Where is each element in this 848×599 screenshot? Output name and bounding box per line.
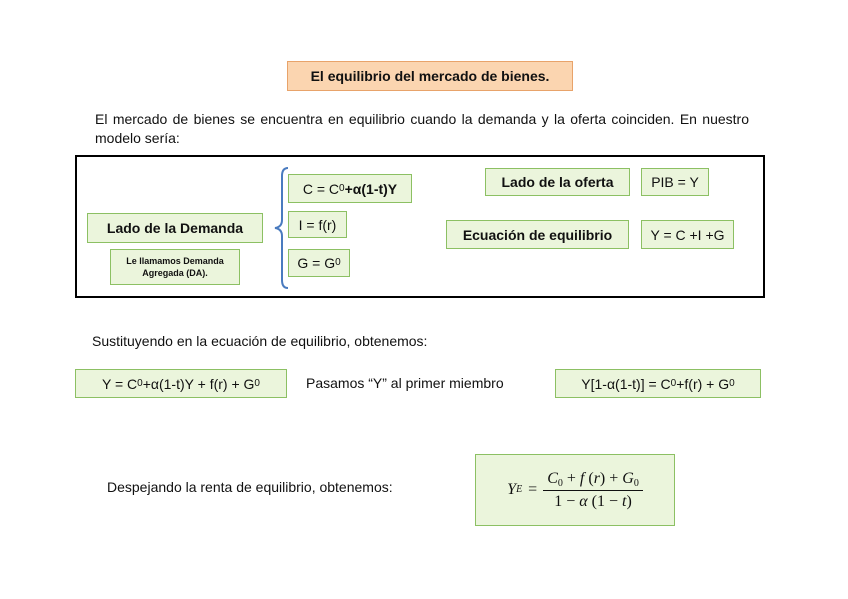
equilibrium-income-formula: Y E = $\frac{C_0 + f (r) + G_0}{1 - \alpha (1 - t)}$ [475,454,675,526]
government-equation: G = G 0 [288,249,350,277]
consumption-equation: C = C 0 +α(1-t)Y [288,174,412,203]
formula-denominator: 1 − α (1 − t) [554,492,632,510]
demand-note: Le llamamos Demanda Agregada (DA). [110,249,240,285]
rearranged-equation: Y[1-α(1-t)] = C 0 +f(r) + G 0 [555,369,761,398]
equilibrium-label: Ecuación de equilibrio [446,220,629,249]
equilibrium-equation: Y = C +I +G [641,220,734,249]
demand-side-label: Lado de la Demanda [87,213,263,243]
supply-side-label: Lado de la oferta [485,168,630,196]
formula-numerator: $C_0 + f$ $(r) + G_0$ [543,470,643,491]
move-text: Pasamos “Y” al primer miembro [306,375,504,391]
investment-equation: I = f(r) [288,211,347,238]
solve-text: Despejando la renta de equilibrio, obtenemos: [107,479,393,495]
substitute-text: Sustituyendo en la ecuación de equilibrio, obtenemos: [92,333,428,349]
page-title: El equilibrio del mercado de bienes. [287,61,573,91]
formula-fraction [543,470,643,511]
substituted-equation: Y = C 0 +α(1-t)Y + f(r) + G 0 [75,369,287,398]
supply-equation: PIB = Y [641,168,709,196]
intro-paragraph: El mercado de bienes se encuentra en equilibrio cuando la demanda y la oferta coinciden. En nuestro modelo sería: [95,111,749,146]
